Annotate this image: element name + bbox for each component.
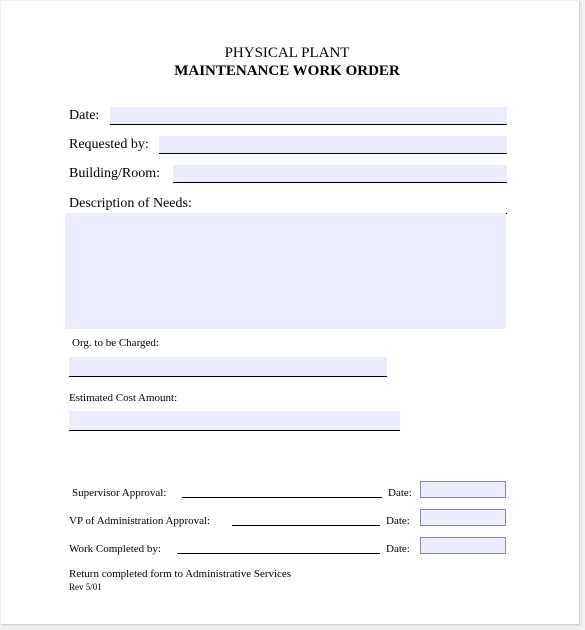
description-field[interactable] [65, 213, 506, 329]
form-title-line2: MAINTENANCE WORK ORDER [174, 63, 400, 79]
building-room-label: Building/Room: [69, 166, 161, 181]
org-charged-label: Org. to be Charged: [72, 337, 159, 349]
work-completed-label: Work Completed by: [69, 543, 161, 555]
org-charged-field[interactable] [69, 357, 387, 377]
work-completed-date-field[interactable] [420, 537, 506, 554]
vp-date-label: Date: [386, 515, 410, 527]
vp-date-field[interactable] [420, 509, 506, 526]
date-field[interactable] [110, 107, 507, 125]
work-completed-date-label: Date: [386, 543, 410, 555]
estimated-cost-label: Estimated Cost Amount: [69, 392, 178, 404]
vp-signature-line[interactable] [232, 525, 380, 526]
requested-by-label: Requested by: [69, 137, 149, 152]
date-label: Date: [69, 108, 100, 123]
vp-approval-label: VP of Administration Approval: [69, 515, 211, 527]
supervisor-date-field[interactable] [420, 481, 506, 498]
building-room-field[interactable] [173, 165, 507, 183]
supervisor-signature-line[interactable] [182, 497, 382, 498]
form-title-line1: PHYSICAL PLANT [224, 45, 350, 61]
revision-label: Rev 5/01 [69, 582, 102, 592]
supervisor-approval-label: Supervisor Approval: [72, 487, 167, 499]
supervisor-date-label: Date: [388, 487, 412, 499]
work-completed-signature-line[interactable] [177, 553, 380, 554]
return-note: Return completed form to Administrative Services [69, 568, 292, 580]
description-label: Description of Needs: [69, 196, 192, 211]
estimated-cost-field[interactable] [69, 411, 400, 431]
requested-by-field[interactable] [159, 136, 507, 154]
form-page [1, 1, 580, 625]
